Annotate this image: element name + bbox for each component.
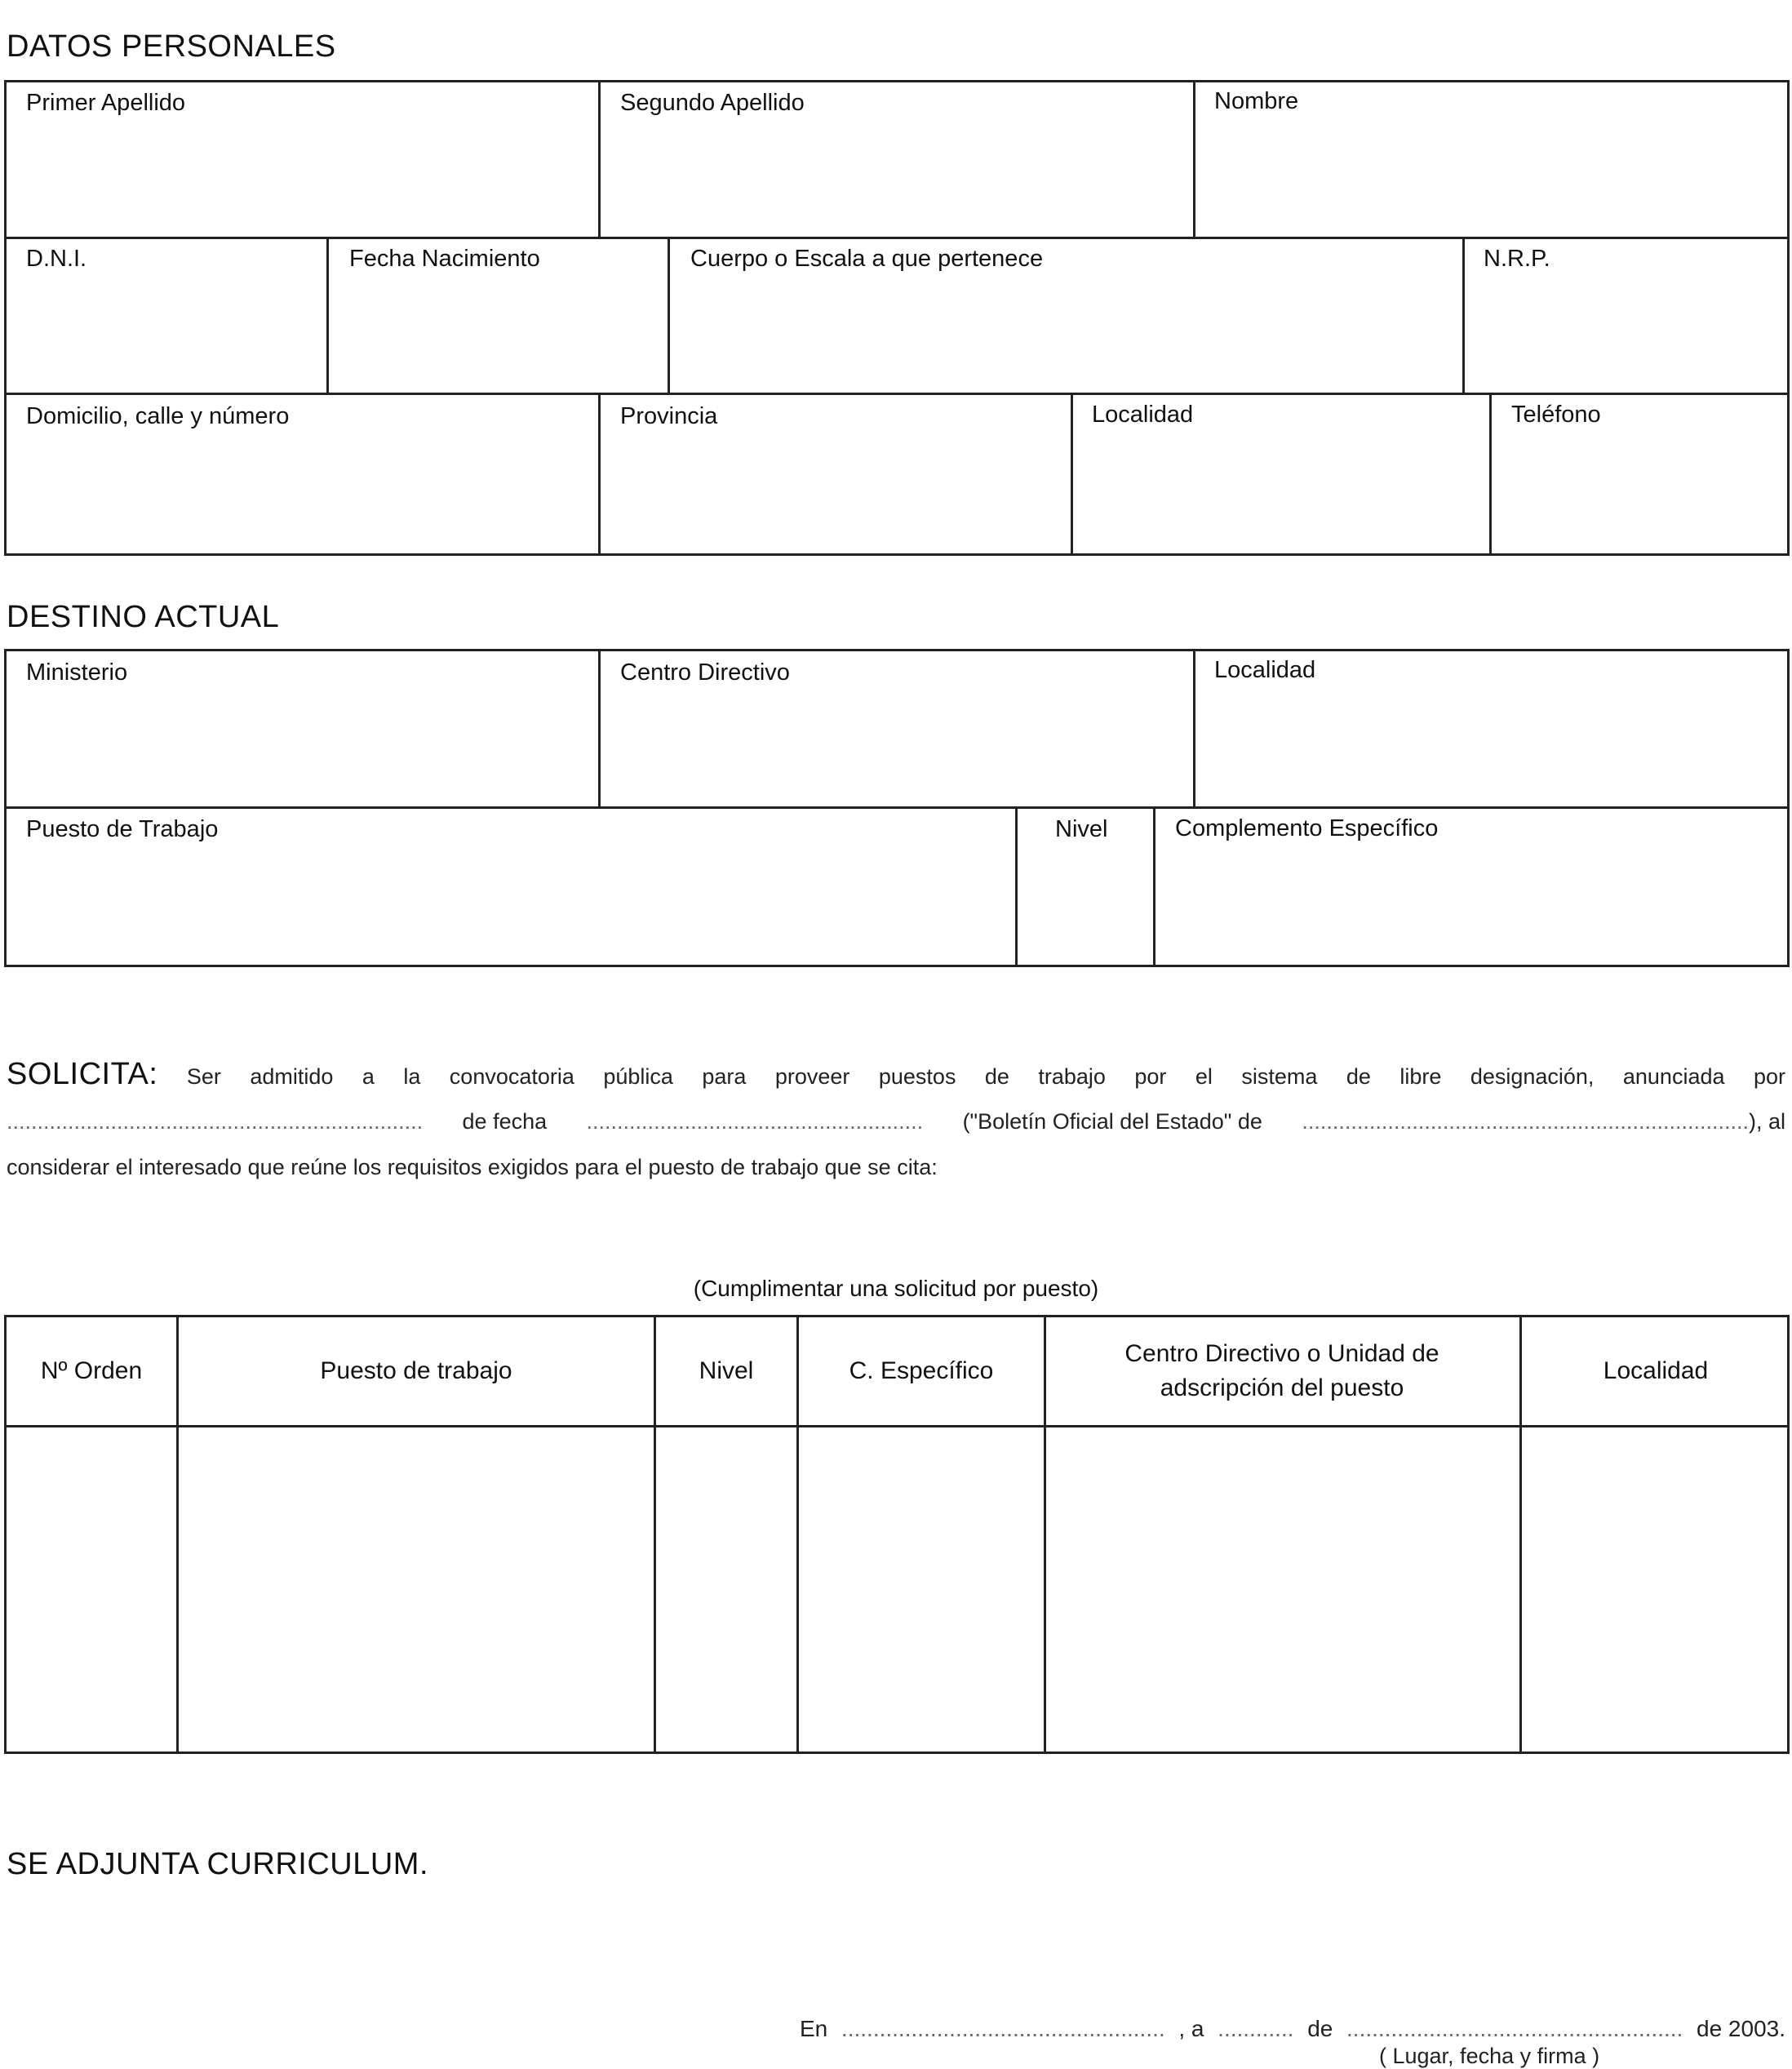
cell-centro-directivo[interactable] xyxy=(1046,1427,1519,1752)
footer-a: , a xyxy=(1178,2016,1204,2041)
dots-mes[interactable]: ..................................................... xyxy=(1346,2016,1683,2041)
th-c-especifico: C. Específico xyxy=(849,1357,994,1384)
col-divider xyxy=(1153,806,1155,967)
row-divider xyxy=(4,806,1790,809)
field-nrp[interactable]: N.R.P. xyxy=(1484,246,1550,272)
th-centro-directivo: Centro Directivo o Unidad de adscripción del puesto xyxy=(1124,1340,1439,1401)
section-title-destino-actual: DESTINO ACTUAL xyxy=(7,600,280,634)
cell-c-especifico[interactable] xyxy=(799,1427,1044,1752)
field-provincia[interactable]: Provincia xyxy=(620,403,718,429)
field-localidad[interactable]: Localidad xyxy=(1092,402,1194,428)
footer-year: de 2003. xyxy=(1697,2016,1785,2041)
field-complemento-especifico[interactable]: Complemento Específico xyxy=(1175,815,1439,841)
table-note: (Cumplimentar una solicitud por puesto) xyxy=(693,1276,1099,1301)
solicita-boe: ("Boletín Oficial del Estado" de xyxy=(962,1109,1262,1134)
th-numero-orden: Nº Orden xyxy=(40,1357,143,1384)
field-segundo-apellido[interactable]: Segundo Apellido xyxy=(620,90,805,116)
solicita-line-2 xyxy=(7,1102,1785,1141)
col-divider xyxy=(326,237,329,394)
field-centro-directivo[interactable]: Centro Directivo xyxy=(620,659,790,686)
dots-convocatoria[interactable]: .................................................................... xyxy=(7,1109,424,1134)
col-divider xyxy=(598,80,601,238)
field-nombre[interactable]: Nombre xyxy=(1214,88,1299,114)
field-puesto-trabajo[interactable]: Puesto de Trabajo xyxy=(26,816,219,842)
solicita-boe-date-group xyxy=(1302,1102,1785,1141)
solicita-line-1 xyxy=(7,1054,1785,1096)
cell-localidad[interactable] xyxy=(1522,1427,1790,1752)
col-divider xyxy=(598,649,601,808)
cell-puesto-trabajo[interactable] xyxy=(179,1427,654,1752)
th-puesto-trabajo: Puesto de trabajo xyxy=(320,1357,512,1384)
col-divider xyxy=(1071,393,1073,556)
section-title-datos-personales: DATOS PERSONALES xyxy=(7,29,336,64)
solicita-de-fecha: de fecha xyxy=(462,1109,548,1134)
field-domicilio[interactable]: Domicilio, calle y número xyxy=(26,403,290,429)
dots-lugar[interactable]: ................................................... xyxy=(841,2016,1165,2041)
field-ministerio[interactable]: Ministerio xyxy=(26,659,128,686)
personal-data-box xyxy=(4,80,1790,556)
solicita-line-3: considerar el interesado que reúne los requisitos exigidos para el puesto de trabajo que se cita: xyxy=(7,1155,938,1179)
th-nivel: Nivel xyxy=(699,1357,754,1384)
field-nivel[interactable]: Nivel xyxy=(1055,816,1108,842)
dots-dia[interactable]: ............ xyxy=(1218,2016,1294,2041)
dots-fecha[interactable]: ....................................................... xyxy=(586,1109,924,1134)
field-cuerpo-escala[interactable]: Cuerpo o Escala a que pertenece xyxy=(690,246,1044,272)
footer-de: de xyxy=(1307,2016,1333,2041)
field-destino-localidad[interactable]: Localidad xyxy=(1214,657,1316,683)
col-divider xyxy=(598,393,601,556)
solicita-text-1: Ser admitido a la convocatoria pública para proveer puestos de trabajo por el sistema de libre designación, anunciada por xyxy=(186,1064,1785,1089)
signature-line xyxy=(800,2016,1785,2042)
se-adjunta-curriculum: SE ADJUNTA CURRICULUM. xyxy=(7,1847,429,1881)
field-telefono[interactable]: Teléfono xyxy=(1511,402,1601,428)
col-divider xyxy=(1462,237,1465,394)
col-divider xyxy=(668,237,670,394)
row-divider xyxy=(4,237,1790,239)
cell-nivel[interactable] xyxy=(656,1427,796,1752)
col-divider xyxy=(1193,649,1195,808)
cell-numero-orden[interactable] xyxy=(7,1427,176,1752)
footer-en: En xyxy=(800,2016,828,2041)
field-dni[interactable]: D.N.I. xyxy=(26,246,87,272)
solicita-al: ), al xyxy=(1748,1109,1785,1134)
field-primer-apellido[interactable]: Primer Apellido xyxy=(26,90,186,116)
col-divider xyxy=(1015,806,1018,967)
row-divider xyxy=(4,393,1790,395)
solicita-heading: SOLICITA: xyxy=(7,1057,158,1091)
dots-boe-fecha[interactable]: ......................................................................... xyxy=(1302,1109,1749,1134)
field-fecha-nacimiento[interactable]: Fecha Nacimiento xyxy=(349,246,540,272)
col-divider xyxy=(1489,393,1492,556)
footer-lugar-fecha-firma: ( Lugar, fecha y firma ) xyxy=(1379,2044,1600,2068)
col-divider xyxy=(1193,80,1195,238)
th-localidad: Localidad xyxy=(1603,1357,1709,1384)
